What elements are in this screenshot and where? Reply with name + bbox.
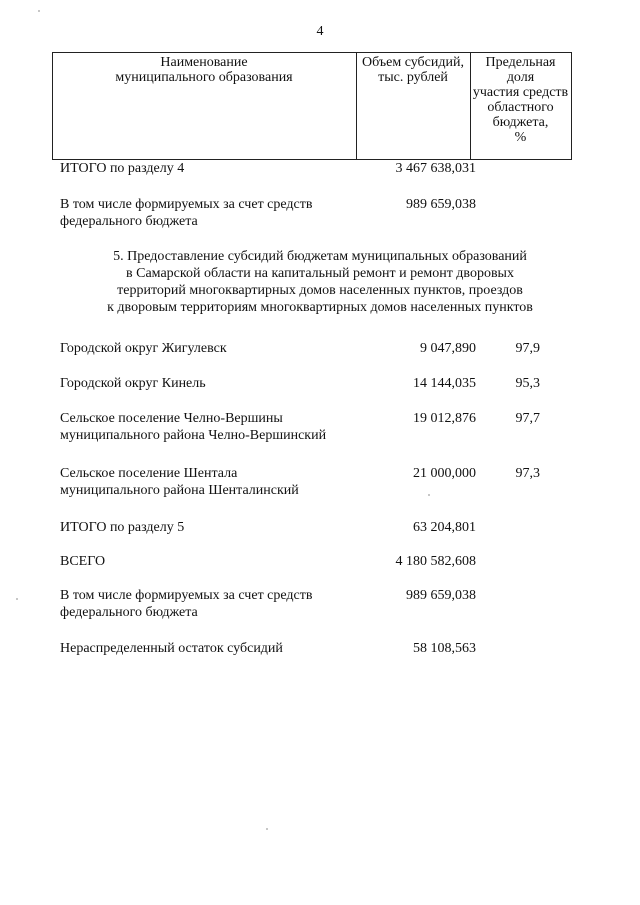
- table-row-amount: 9 047,890: [420, 341, 476, 356]
- table-row-amount: 19 012,876: [413, 411, 476, 426]
- page-number: 4: [316, 24, 324, 39]
- table-row-name: Сельское поселение Челно-Вершины муниципального района Челно-Вершинский: [60, 411, 327, 443]
- header-municipality: Наименование муниципального образования: [115, 55, 293, 85]
- table-row-name: Городской округ Жигулевск: [60, 341, 227, 356]
- table-row-amount: 14 144,035: [413, 376, 476, 391]
- scan-speck: [266, 828, 268, 830]
- scan-speck: [428, 494, 430, 496]
- table-row-name: Сельское поселение Шентала муниципального района Шенталинский: [60, 466, 299, 498]
- header-subsidy-amount: Объем субсидий, тыс. рублей: [362, 55, 464, 85]
- table-row-share: 97,7: [515, 411, 540, 426]
- table-row-share: 97,9: [515, 341, 540, 356]
- section4-federal-label: В том числе формируемых за счет средств федерального бюджета: [60, 197, 313, 229]
- table-header: [52, 52, 572, 160]
- scan-speck: [38, 10, 40, 12]
- grand-total-amount: 4 180 582,608: [395, 554, 476, 569]
- unallocated-label: Нераспределенный остаток субсидий: [60, 641, 283, 656]
- section4-total-amount: 3 467 638,031: [395, 161, 476, 176]
- grand-federal-amount: 989 659,038: [406, 588, 476, 603]
- grand-total-label: ВСЕГО: [60, 554, 106, 569]
- table-row-share: 97,3: [515, 466, 540, 481]
- section5-total-label: ИТОГО по разделу 5: [60, 520, 185, 535]
- section4-total-label: ИТОГО по разделу 4: [60, 161, 185, 176]
- grand-federal-label: В том числе формируемых за счет средств федерального бюджета: [60, 588, 313, 620]
- table-row-name: Городской округ Кинель: [60, 376, 206, 391]
- scan-speck: [16, 598, 18, 600]
- section5-title: 5. Предоставление субсидий бюджетам муниципальных образований в Самарской области на капитальный ремонт и ремонт дворовых территорий многоквартирных домов населенных пунктов, проездов к дворовым территориям многоквартирных домов населенных пунктов: [107, 249, 533, 315]
- unallocated-amount: 58 108,563: [413, 641, 476, 656]
- section5-total-amount: 63 204,801: [413, 520, 476, 535]
- table-row-amount: 21 000,000: [413, 466, 476, 481]
- table-row-share: 95,3: [515, 376, 540, 391]
- section4-federal-amount: 989 659,038: [406, 197, 476, 212]
- header-max-share: Предельная доля участия средств областного бюджета, %: [472, 55, 569, 145]
